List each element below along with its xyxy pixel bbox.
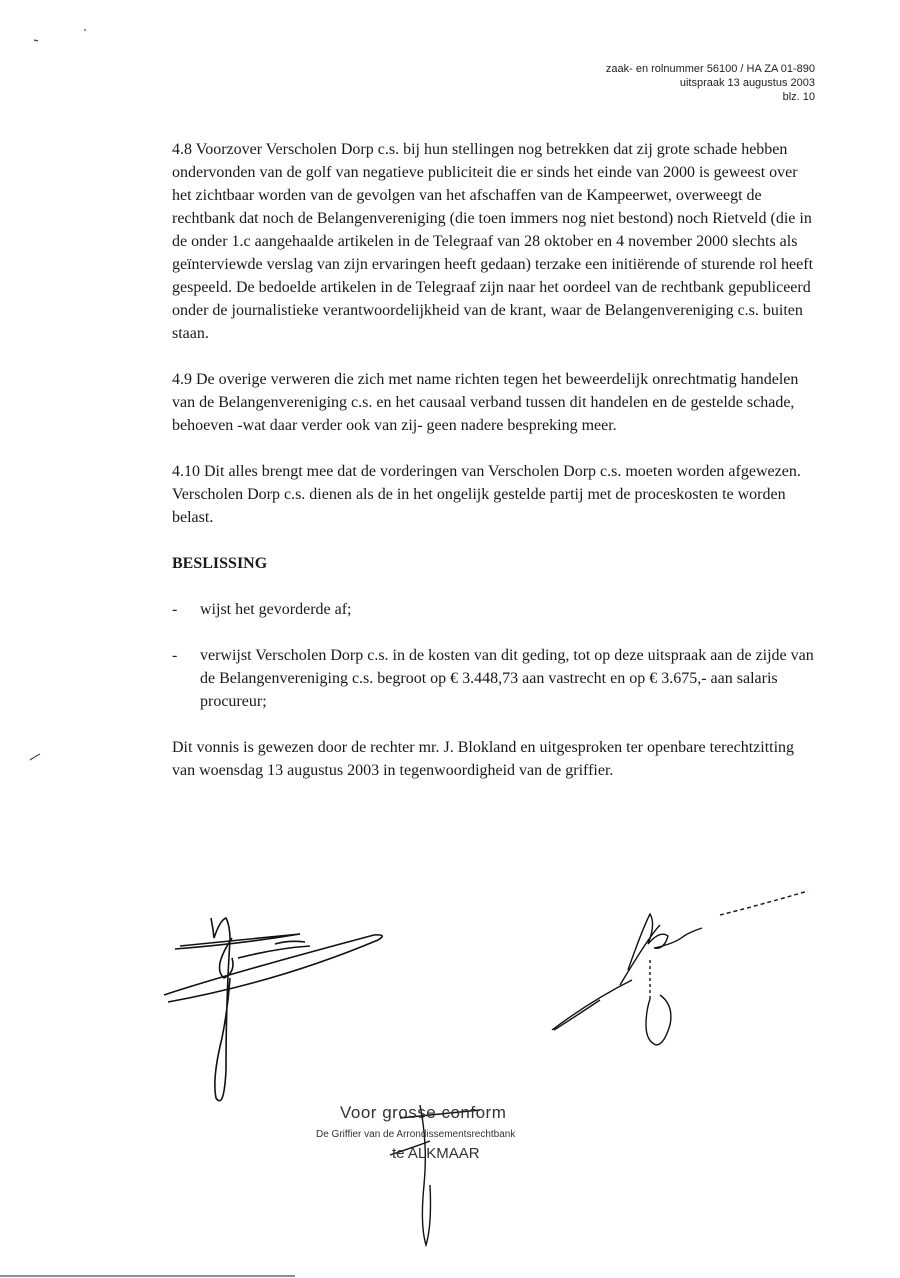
stamp-line: Voor grosse conform: [340, 1103, 507, 1122]
paragraph-4-9: 4.9 De overige verweren die zich met name richten tegen het beweerdelijk onrechtmatig handelen van de Belangenvereniging c.s. en het causaal verband tussen dit handelen en de gestelde schade, behoeven -wat daar verder ook van zij- geen nadere bespreking meer.: [172, 371, 799, 434]
closing-statement: Dit vonnis is gewezen door de rechter mr. J. Blokland en uitgesproken ter openbare terechtzitting van woensdag 13 augustus 2003 in tegenwoordigheid van de griffier.: [172, 739, 795, 779]
case-number: zaak- en rolnummer 56100 / HA ZA 01-890: [605, 63, 815, 75]
page-number: blz. 10: [782, 91, 815, 103]
decision-heading: BESLISSING: [172, 555, 268, 572]
scan-speck: [34, 40, 38, 41]
stamp-signature: [390, 1105, 480, 1245]
stamp-line: De Griffier van de Arrondissementsrechtbank: [316, 1129, 516, 1140]
paragraph-4-8: 4.8 Voorzover Verscholen Dorp c.s. bij hun stellingen nog betrekken dat zij grote schade hebben ondervonden van de golf van negatieve publiciteit die er sinds het einde van 2000 is geweest over het zichtbaar worden van de gevolgen van het afschaffen van de Kampeerwet, overweegt de rechtbank dat noch de Belangenvereniging (die toen immers nog niet bestond) noch Rietveld (die in de onder 1.c aangehaalde artikelen in de Telegraaf van 28 oktober en 4 november 2000 slechts als geïnterviewde verslag van zijn ervaringen heeft gedaan) terzake een initiërende of sturende rol heeft gespeeld. De bedoelde artikelen in de Telegraaf zijn naar het oordeel van de rechtbank gepubliceerd onder de journalistieke verantwoordelijkheid van de krant, waar de Belangenvereniging c.s. buiten staan.: [172, 141, 814, 342]
decision-item-text: wijst het gevorderde af;: [200, 601, 352, 618]
decision-item-text: verwijst Verscholen Dorp c.s. in de kosten van dit geding, tot op deze uitspraak aan de zijde van de Belangenvereniging c.s. begroot op € 3.448,73 aan vastrecht en op € 3.675,- aan salaris procureur;: [200, 647, 814, 710]
clerk-signature: [552, 891, 808, 1045]
verdict-date: uitspraak 13 augustus 2003: [679, 77, 815, 89]
list-dash: -: [172, 601, 178, 618]
scan-speck: [30, 754, 40, 760]
paragraph-4-10: 4.10 Dit alles brengt mee dat de vorderingen van Verscholen Dorp c.s. moeten worden afgewezen. Verscholen Dorp c.s. dienen als de in het ongelijk gestelde partij met de proceskosten te worden belast.: [172, 463, 801, 526]
judge-signature: [164, 918, 382, 1101]
list-dash: -: [172, 647, 178, 664]
stamp-line: te ALKMAAR: [392, 1145, 480, 1162]
